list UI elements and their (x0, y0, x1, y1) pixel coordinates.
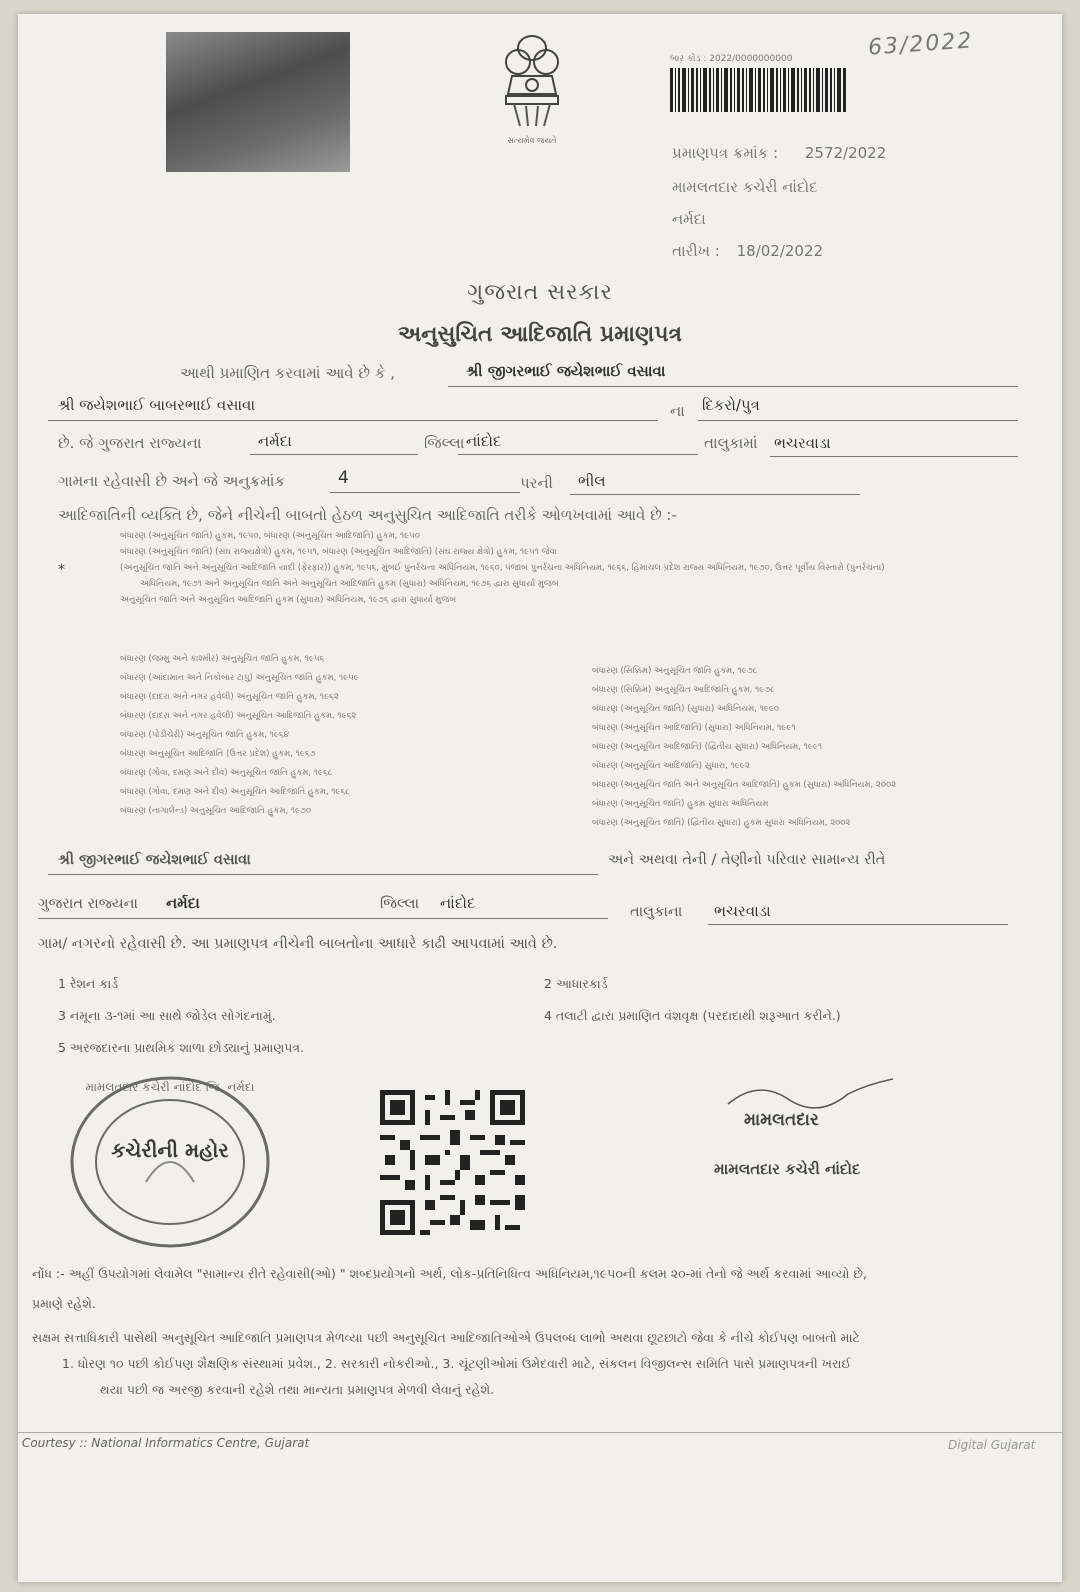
residence-taluka-value: નાંદોદ (440, 894, 476, 912)
fine-print-line: અધિનિયમ, ૧૯૭૧ અને અનુસૂચિત જાતિ અને અનુસૂચિત આદિજાતિ હુકમ (સુધારા) અધિનિયમ, ૧૯૭૬ દ્વારા સુધાર્યા મુજબ (140, 579, 559, 589)
tribe-text: આદિજાતિની વ્યક્તિ છે, જેને નીચેની બાબતો હેઠળ અનુસુચિત આદિજાતિ તરીકે ઓળખવામાં આવે છે :- (58, 506, 677, 524)
certificate-number-label: પ્રમાણપત્ર ક્રમાંક : (672, 144, 779, 162)
note-line: સક્ષમ સત્તાધિકારી પાસેથી અનુસૂચિત આદિજાતિ પ્રમાણપત્ર મેળવ્યા પછી અનુસૂચિત આદિજાતિઓએ ઉપલબ્ધ લાભો અથવા છૂટછાટો જેવા કે નીચે કોઈપણ બાબતો માટે (32, 1330, 860, 1345)
note-line: પ્રમાણે રહેશે. (32, 1296, 96, 1311)
document-item: 5 અરજદારના પ્રાથમિક શાળા છોડ્યાનું પ્રમાણપત્ર. (58, 1040, 305, 1055)
note-line: નોંધ :- અહીં ઉપયોગમાં લેવામેલ "સામાન્ય રીતે રહેવાસી(ઓ) " શબ્દપ્રયોગનો અર્થ, લોક-પ્રતિનિધિત્વ અધિનિયમ,૧૯૫૦ની કલમ ૨૦-માં તેનો જે અર્થ કરવામાં આવ્યો છે, (32, 1266, 867, 1281)
seal-ring-text: મામલતદાર કચેરી નાંદોદ જિ. નર્મદા (85, 1080, 255, 1094)
office-seal (66, 1072, 274, 1252)
residence-district-value: નર્મદા (166, 894, 200, 912)
fine-print-line: બંધારણ (નાગાલેન્ડ) અનુસૂચિત આદિજાતિ હુકમ, ૧૯૭૦ (120, 806, 312, 816)
document-item: 2 આધારકાર્ડ (544, 976, 608, 991)
intro-text: આથી પ્રમાણિત કરવામાં આવે છે કે , (180, 364, 395, 382)
issuing-district: નર્મદા (672, 210, 706, 228)
state-text: છે. જે ગુજરાત રાજ્યના (58, 434, 202, 452)
national-emblem-icon (490, 32, 574, 147)
residence-taluka-label: તાલુકાના (630, 904, 683, 920)
fine-print-line: બંધારણ (સિક્કિમ) અનુસૂચિત આદિજાતિ હુકમ, ૧૯૭૮ (592, 685, 775, 695)
document-item: 4 તલાટી દ્વારા પ્રમાણિત વંશવૃક્ષ (પરદાદાથી શરૂઆત કરીને.) (544, 1008, 841, 1023)
government-title: ગુજરાત સરકાર (467, 280, 613, 305)
applicant-photo (166, 32, 350, 172)
courtesy-text: Courtesy :: National Informatics Centre, Gujarat (22, 1436, 310, 1450)
fine-print-line: અનુસૂચિત જાતિ અને અનુસૂચિત આદિજાતિ હુકમ (સુધારા) અધિનિયમ, ૧૯૭૬ દ્વારા સુધાર્યા મુજબ (120, 595, 457, 605)
residence-name: શ્રી જીગરભાઈ જયેશભાઈ વસાવા (58, 852, 251, 868)
document-item: 1 રેશન કાર્ડ (58, 976, 119, 991)
residence-state-text: ગુજરાત રાજ્યના (38, 896, 138, 912)
fine-print-line: બંધારણ (પોંડીચેરી) અનુસૂચિત જાતિ હુકમ, ૧૯૬૪ (120, 730, 289, 740)
emblem-caption: સત્યમેવ જયતે (507, 136, 557, 145)
fine-print-line: બંધારણ (આંદામાન અને નિકોબાર ટાપુ) અનુસૂચિત જાતિ હુકમ, ૧૯૫૯ (120, 673, 359, 683)
fine-print-block (120, 528, 885, 608)
certificate-sheet (18, 14, 1062, 1582)
fine-print-line: બંધારણ (અનુસૂચિત આદિજાતિ) (સુધારા) અધિનિયમ, ૧૯૯૧ (592, 723, 796, 733)
residence-district-label: જિલ્લા (380, 896, 420, 912)
fine-print-line: બંધારણ (અનુસૂચિત જાતિ) હુકમ, ૧૯૫૦, બંધારણ (અનુસૂચિત આદિજાતિ) હુકમ, ૧૯૫૦ (120, 531, 420, 541)
signature-mark (718, 1074, 898, 1114)
village-value: ભચરવાડા (774, 434, 831, 452)
note-line: 1. ધોરણ ૧૦ પછી કોઈપણ શૈક્ષણિક સંસ્થામાં પ્રવેશ., 2. સરકારી નોકરીઓ., 3. ચૂંટણીઓમાં ઉમેદવારી માટે, સંકલન વિજીલન્સ સમિતિ પાસે પ્રમાણપત્રની ખરાઈ (62, 1356, 852, 1371)
serial-number: 4 (338, 468, 349, 488)
fine-print-line: બંધારણ (અનુસૂચિત જાતિ) (સુધારા) અધિનિયમ, ૧૯૯૦ (592, 704, 779, 714)
relation-label: ના (670, 402, 685, 420)
fine-print-line: બંધારણ (અનુસૂચિત આદિજાતિ) સુધારા, ૧૯૯૨ (592, 761, 750, 771)
applicant-name: શ્રી જીગરભાઈ જયેશભાઈ વસાવા (466, 362, 666, 380)
residence-village-value: ભચરવાડા (714, 902, 771, 920)
certificate-number: 2572/2022 (804, 144, 887, 162)
resident-text: ગામના રહેવાસી છે અને જે અનુક્રમાંક (58, 472, 286, 490)
fine-print-right-column (592, 662, 896, 833)
fine-print-line: બંધારણ (અનુસૂચિત જાતિ) હુકમ સુધારા અધિનિયમ (592, 799, 769, 809)
fine-print-line: બંધારણ (ગોવા, દમણ અને દીવ) અનુસૂચિત જાતિ હુકમ, ૧૯૬૮ (120, 768, 333, 778)
fine-print-line: (અનુસૂચિત જાતિ અને અનુસૂચિત આદિજાતિ યાદી (ફેરફાર)) હુકમ, ૧૯૫૬, મુંબઈ પુનર્રચના અધિનિયમ, ૧૯૬૦, પંજાબ પુનર્રચના અધિનિયમ, ૧૯૬૬, હિમાચલ પ્રદેશ રાજ્ય અધિનિયમ, ૧૯૭૦, ઉત્તર પૂર્વીય વિસ્તારો (પુનર્રચના) (120, 563, 885, 573)
signatory-office: મામલતદાર કચેરી નાંદોદ (714, 1160, 861, 1178)
issuing-office: મામલતદાર કચેરી નાંદોદ (672, 178, 818, 196)
signatory-designation: મામલતદાર (744, 1110, 819, 1130)
fine-print-line: બંધારણ (અનુસૂચિત જાતિ અને અનુસૂચિત આદિજાતિ) હુકમ (સુધારા) અધિનિયમ, ૨૦૦૨ (592, 780, 897, 790)
date-label: તારીખ : (672, 242, 720, 260)
tribe-label: પરની (520, 474, 553, 492)
fine-print-line: બંધારણ (સિક્કિમ) અનુસૂચિત જાતિ હુકમ, ૧૯૭૮ (592, 666, 758, 676)
brand-text: Digital Gujarat (948, 1438, 1036, 1452)
handwritten-number: 63/2022 (867, 28, 975, 61)
seal-center-text: કચેરીની મહોર (111, 1138, 229, 1162)
issue-date: 18/02/2022 (736, 242, 824, 260)
fine-print-line: બંધારણ (જમ્મુ અને કાશ્મીર) અનુસૂચિત જાતિ હુકમ, ૧૯૫૬ (120, 654, 325, 664)
fine-print-left-column (120, 650, 359, 821)
taluka-value: નાંદોદ (466, 432, 502, 450)
barcode-label: બાર કોડ : 2022/0000000000 (670, 54, 793, 64)
fine-print-line: બંધારણ (અનુસૂચિત જાતિ) (સંઘ રાજ્યક્ષેત્રો) હુકમ, ૧૯૫૧, બંધારણ (અનુસૂચિત આદિજાતિ) (સંઘ રાજ્ય ક્ષેત્રો) હુકમ, ૧૯૫૧ જેવા (120, 547, 558, 557)
fine-print-line: બંધારણ (ગોવા, દમણ અને દીવ) અનુસૂચિત આદિજાતિ હુકમ, ૧૯૬૮ (120, 787, 350, 797)
district-value: નર્મદા (258, 432, 292, 450)
district-label: જિલ્લા (424, 434, 465, 452)
relation-value: દિકરો/પુત્ર (702, 396, 760, 414)
note-line: થયા પછી જ અરજી કરવાની રહેશે તથા માન્યતા પ્રમાણપત્ર મેળવી લેવાનું રહેશે. (100, 1382, 495, 1397)
qr-code-icon (380, 1090, 525, 1235)
fine-print-line: બંધારણ અનુસૂચિત આદિજાતિ (ઉત્તર પ્રદેશ) હુકમ, ૧૯૬૭ (120, 749, 316, 759)
certificate-title: અનુસુચિત આદિજાતિ પ્રમાણપત્ર (397, 322, 683, 347)
taluka-label: તાલુકામાં (704, 434, 758, 452)
fine-print-line: બંધારણ (દાદરા અને નગર હવેલી) અનુસૂચિત જાતિ હુકમ, ૧૯૬૨ (120, 692, 339, 702)
document-item: 3 નમૂના ૩-૧માં આ સાથે જોડેલ સોગંદનામું. (58, 1008, 276, 1023)
list-marker: * (58, 562, 65, 578)
fine-print-line: બંધારણ (અનુસૂચિત આદિજાતિ) (દ્વિતીય સુધારા) અધિનિયમ, ૧૯૯૧ (592, 742, 823, 752)
family-text: અને અથવા તેની / તેણીનો પરિવાર સામાન્ય રીતે (608, 852, 886, 868)
tribe-value: ભીલ (578, 472, 606, 490)
barcode-icon (670, 68, 846, 124)
fine-print-line: બંધારણ (અનુસૂચિત જાતિ) (દ્વિતીય સુધારા) હુકમ સુધારા અધિનિયમ, ૨૦૦૨ (592, 818, 851, 828)
basis-text: ગામ/ નગરનો રહેવાસી છે. આ પ્રમાણપત્ર નીચેની બાબતોના આધારે કાઢી આપવામાં આવે છે. (38, 936, 558, 952)
father-name: શ્રી જયેશભાઈ બાબરભાઈ વસાવા (58, 396, 256, 414)
fine-print-line: બંધારણ (દાદરા અને નગર હવેલી) અનુસૂચિત આદિજાતિ હુકમ, ૧૯૬૨ (120, 711, 357, 721)
